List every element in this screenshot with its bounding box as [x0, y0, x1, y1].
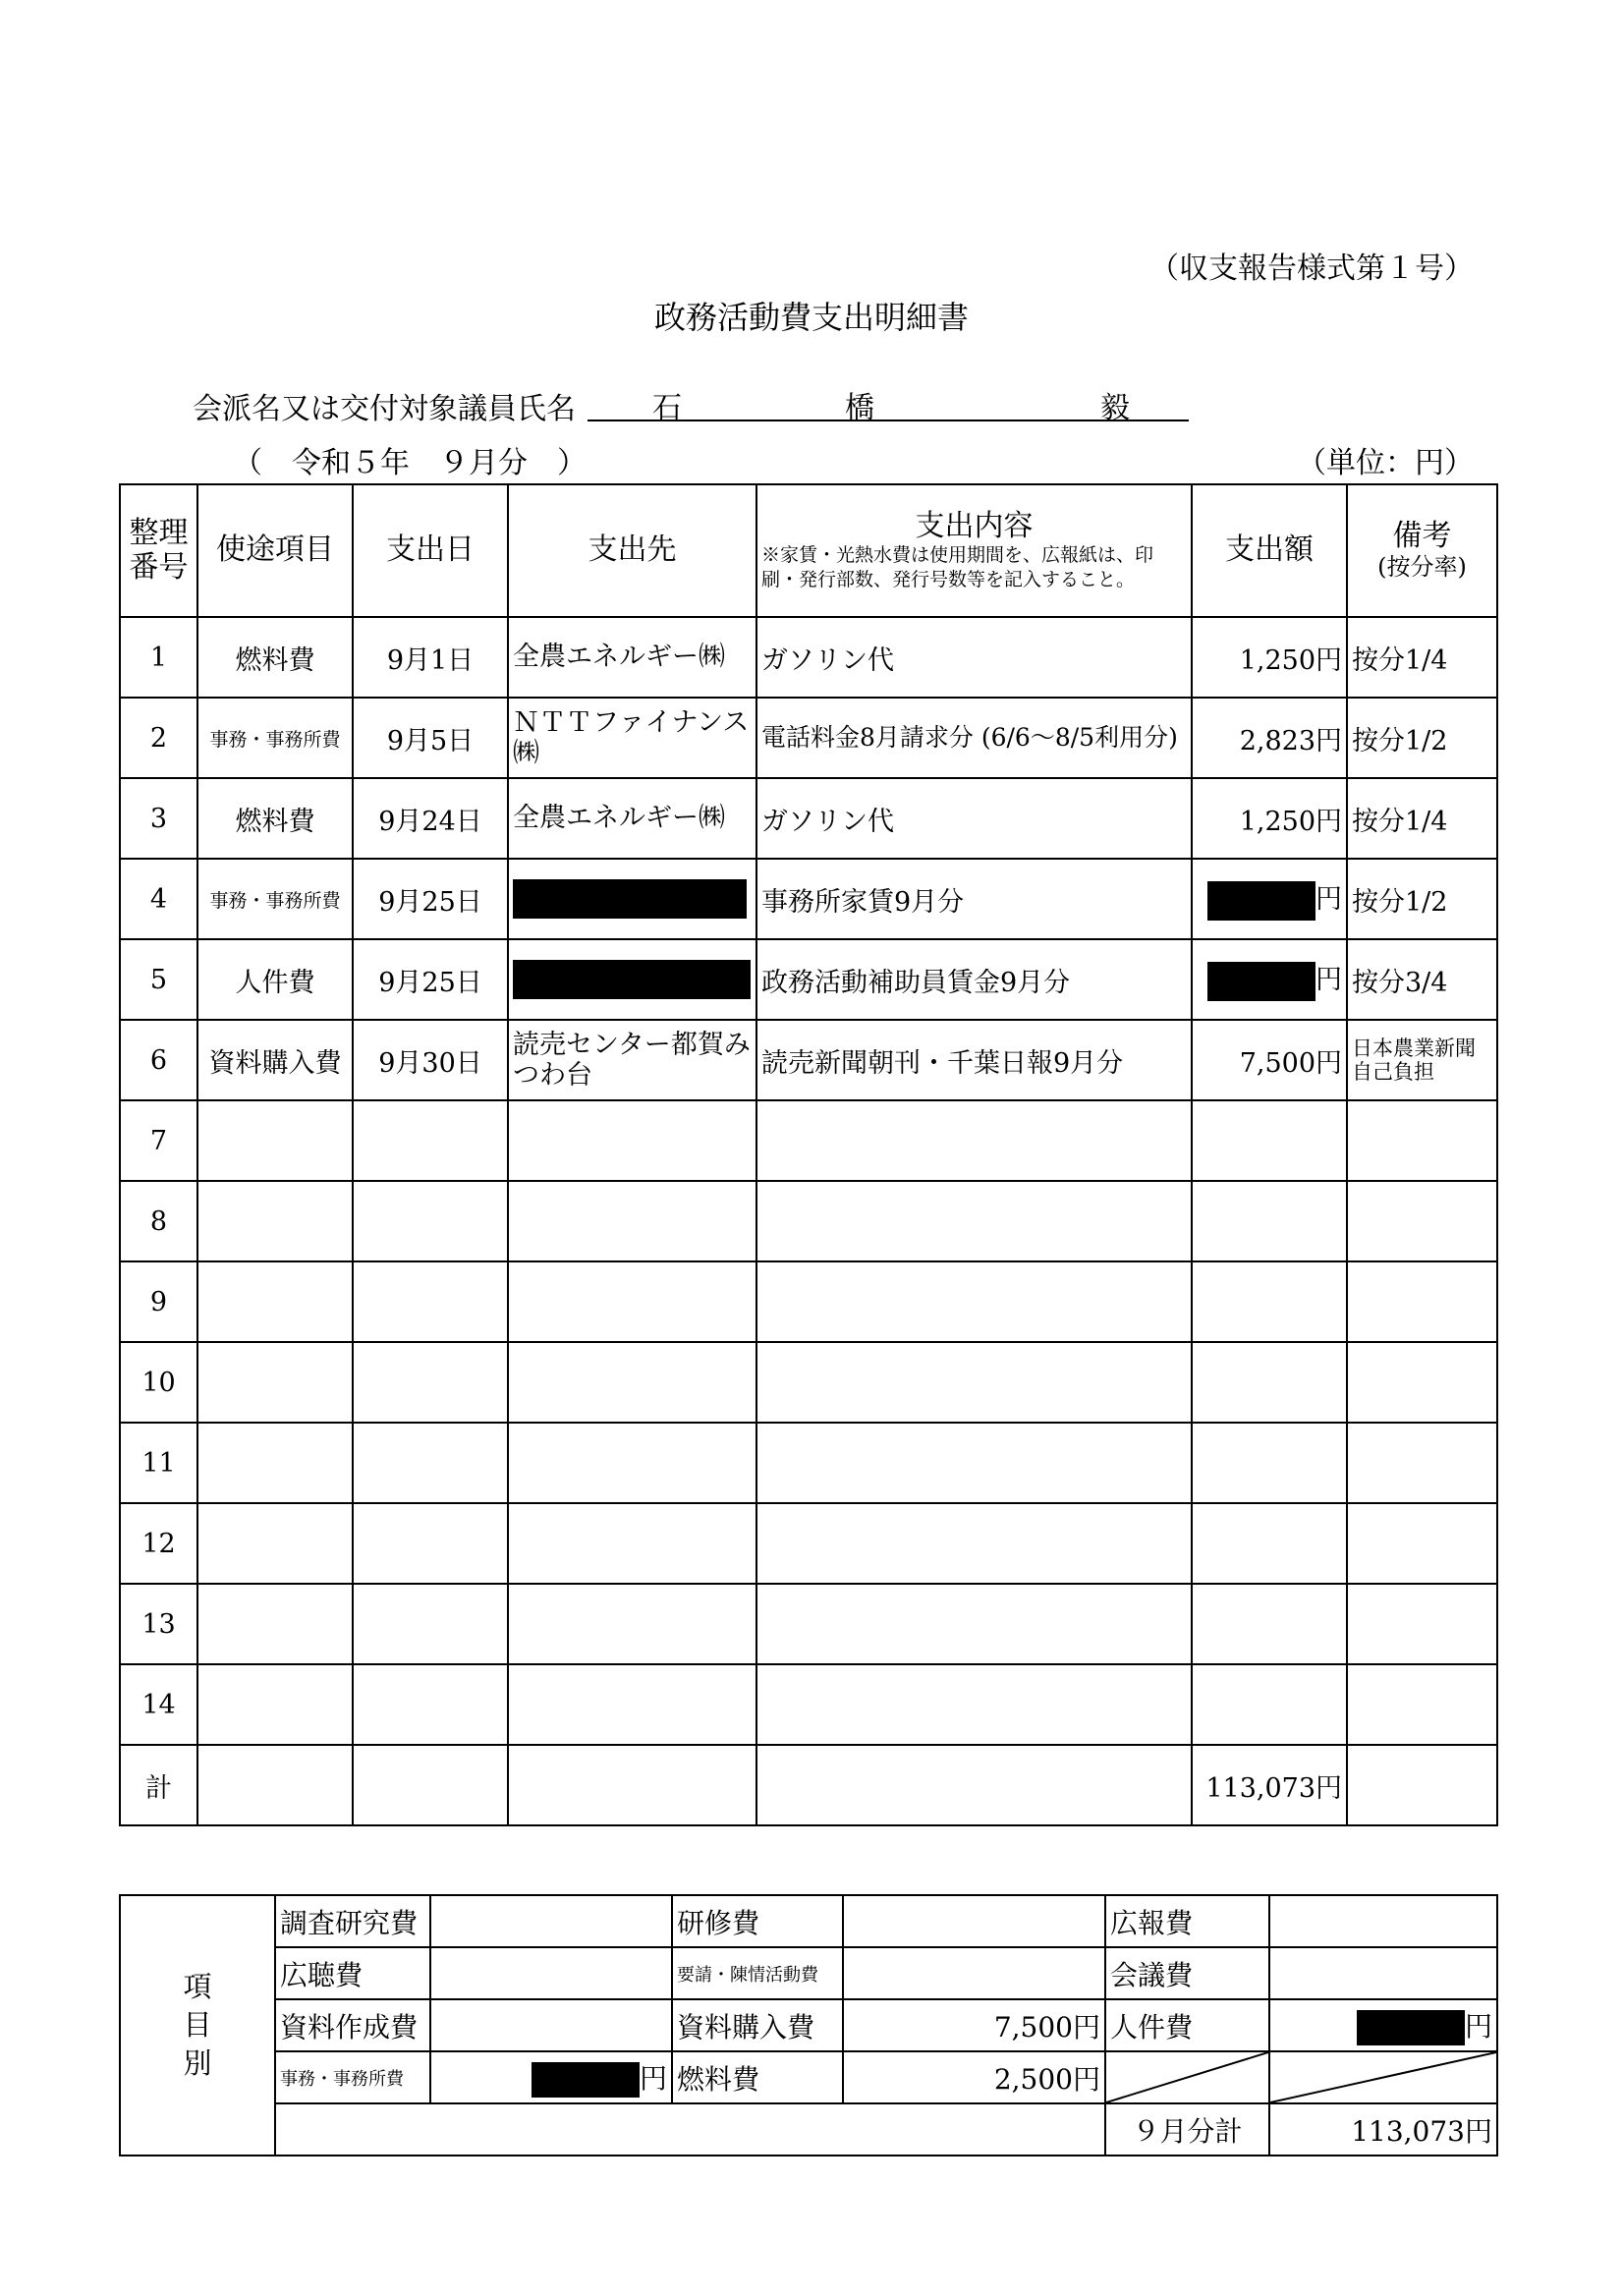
- table-row: [120, 859, 1497, 939]
- row-date: 9月24日: [353, 778, 508, 859]
- row-no: 2: [120, 698, 197, 778]
- row-no: 9: [120, 1261, 197, 1342]
- row-content: ガソリン代: [756, 778, 1192, 859]
- row-no: 3: [120, 778, 197, 859]
- diagonal-slash: [1106, 2052, 1268, 2102]
- row-payee: 全農エネルギー㈱: [508, 617, 756, 698]
- category-meeting: 会議費: [1105, 1947, 1269, 1999]
- table-row: [120, 1181, 1497, 1261]
- header-no: 整理番号: [120, 484, 197, 617]
- row-no: 8: [120, 1181, 197, 1261]
- unit-label: （単位：円）: [1297, 446, 1474, 480]
- table-row: [120, 698, 1497, 778]
- category-hearing: 広聴費: [275, 1947, 430, 1999]
- category-office: 事務・事務所費: [275, 2051, 430, 2103]
- slash-cell: [1105, 2051, 1269, 2103]
- table-row: [120, 1020, 1497, 1100]
- row-category: 燃料費: [197, 778, 353, 859]
- table-row: [120, 778, 1497, 859]
- row-category: 事務・事務所費: [197, 859, 353, 939]
- expenditure-table: [119, 483, 1498, 1826]
- row-category: 人件費: [197, 939, 353, 1020]
- header-remarks-sub: (按分率): [1377, 552, 1467, 581]
- category-petition: 要請・陳情活動費: [672, 1947, 843, 1999]
- redaction-block: [1207, 881, 1315, 921]
- row-payee: 読売センター都賀みつわ台: [508, 1020, 756, 1100]
- row-no: 13: [120, 1584, 197, 1664]
- row-amount: 1,250円: [1192, 778, 1347, 859]
- row-remarks: 按分1/4: [1347, 617, 1497, 698]
- header-amount: 支出額: [1192, 484, 1347, 617]
- category-fuel: 燃料費: [672, 2051, 843, 2103]
- category-purchase: 資料購入費: [672, 1999, 843, 2051]
- period: （ 令和５年 ９月分 ）: [233, 446, 587, 480]
- row-amount-unit: 円: [1315, 965, 1342, 996]
- row-no: 7: [120, 1100, 197, 1181]
- row-content: 電話料金8月請求分 (6/6～8/5利用分): [756, 698, 1192, 778]
- table-row: [120, 1261, 1497, 1342]
- redaction-block: [532, 2062, 640, 2098]
- member-name-part: 石: [652, 391, 682, 425]
- row-payee: [508, 939, 756, 1020]
- form-label: （収支報告様式第１号）: [1149, 252, 1474, 286]
- table-row: [120, 1664, 1497, 1745]
- category-purchase-amount: 7,500円: [843, 1999, 1105, 2051]
- monthly-total-label: ９月分計: [1105, 2103, 1269, 2156]
- row-date: 9月25日: [353, 859, 508, 939]
- category-research: 調査研究費: [275, 1895, 430, 1947]
- category-personnel-amount: [1269, 1999, 1497, 2051]
- category-office-amount: [430, 2051, 672, 2103]
- row-date: 9月5日: [353, 698, 508, 778]
- row-no: 14: [120, 1664, 197, 1745]
- table-row: [120, 1342, 1497, 1423]
- row-remarks: 按分3/4: [1347, 939, 1497, 1020]
- row-payee: [508, 859, 756, 939]
- member-name-part: 毅: [1100, 391, 1130, 425]
- row-no: 6: [120, 1020, 197, 1100]
- row-date: 9月30日: [353, 1020, 508, 1100]
- row-remarks: 日本農業新聞自己負担: [1347, 1020, 1497, 1100]
- category-personnel: 人件費: [1105, 1999, 1269, 2051]
- row-content: 読売新聞朝刊・千葉日報9月分: [756, 1020, 1192, 1100]
- page-title: 政務活動費支出明細書: [653, 299, 969, 336]
- monthly-total-amount: 113,073円: [1269, 2103, 1497, 2156]
- row-category: 燃料費: [197, 617, 353, 698]
- table-row: [120, 1503, 1497, 1584]
- row-amount: 2,823円: [1192, 698, 1347, 778]
- row-amount: [1192, 859, 1347, 939]
- table-row: [120, 939, 1497, 1020]
- row-amount: 1,250円: [1192, 617, 1347, 698]
- row-amount: [1192, 939, 1347, 1020]
- total-amount: 113,073円: [1192, 1745, 1347, 1825]
- row-payee: 全農エネルギー㈱: [508, 778, 756, 859]
- row-remarks: 按分1/2: [1347, 859, 1497, 939]
- category-pr: 広報費: [1105, 1895, 1269, 1947]
- redaction-block: [1357, 2010, 1465, 2045]
- row-date: 9月1日: [353, 617, 508, 698]
- row-remarks: 按分1/2: [1347, 698, 1497, 778]
- row-no: 10: [120, 1342, 197, 1423]
- category-fuel-amount: 2,500円: [843, 2051, 1105, 2103]
- table-header-row: [120, 484, 1497, 617]
- category-training: 研修費: [672, 1895, 843, 1947]
- row-no: 1: [120, 617, 197, 698]
- table-row: [120, 1584, 1497, 1664]
- row-no: 11: [120, 1423, 197, 1503]
- member-name-part: 橋: [845, 391, 874, 425]
- row-category: 資料購入費: [197, 1020, 353, 1100]
- table-row: [120, 1100, 1497, 1181]
- header-payee: 支出先: [508, 484, 756, 617]
- header-content-note: ※家賃・光熱水費は使用期間を、広報紙は、印刷・発行部数、発行号数等を記入すること。: [761, 544, 1154, 590]
- table-row: [120, 1423, 1497, 1503]
- header-content-title: 支出内容: [915, 508, 1034, 543]
- total-row: [120, 1745, 1497, 1825]
- header-remarks-title: 備考: [1392, 519, 1452, 554]
- row-payee: ＮＴＴファイナンス㈱: [508, 698, 756, 778]
- category-personnel-unit: 円: [1464, 2009, 1492, 2043]
- row-amount-unit: 円: [1315, 884, 1342, 916]
- header-remarks: [1347, 484, 1497, 617]
- row-no: 12: [120, 1503, 197, 1584]
- diagonal-slash: [1270, 2052, 1496, 2102]
- row-no: 4: [120, 859, 197, 939]
- category-label-cell: [120, 1895, 275, 2156]
- category-label: 項目別: [183, 1969, 212, 2081]
- category-office-unit: 円: [639, 2061, 667, 2095]
- row-content: 事務所家賃9月分: [756, 859, 1192, 939]
- slash-cell: [1269, 2051, 1497, 2103]
- row-date: 9月25日: [353, 939, 508, 1020]
- row-amount: 7,500円: [1192, 1020, 1347, 1100]
- member-label: 会派名又は交付対象議員氏名: [193, 392, 576, 426]
- category-summary-table: [119, 1894, 1498, 2156]
- header-content: [756, 484, 1192, 617]
- row-category: 事務・事務所費: [197, 698, 353, 778]
- category-documents: 資料作成費: [275, 1999, 430, 2051]
- row-content: ガソリン代: [756, 617, 1192, 698]
- total-label: 計: [120, 1745, 197, 1825]
- redaction-block: [513, 879, 747, 919]
- redaction-block: [513, 960, 751, 999]
- row-remarks: 按分1/4: [1347, 778, 1497, 859]
- row-no: 5: [120, 939, 197, 1020]
- row-content: 政務活動補助員賃金9月分: [756, 939, 1192, 1020]
- header-category: 使途項目: [197, 484, 353, 617]
- redaction-block: [1207, 962, 1315, 1001]
- header-date: 支出日: [353, 484, 508, 617]
- table-row: [120, 617, 1497, 698]
